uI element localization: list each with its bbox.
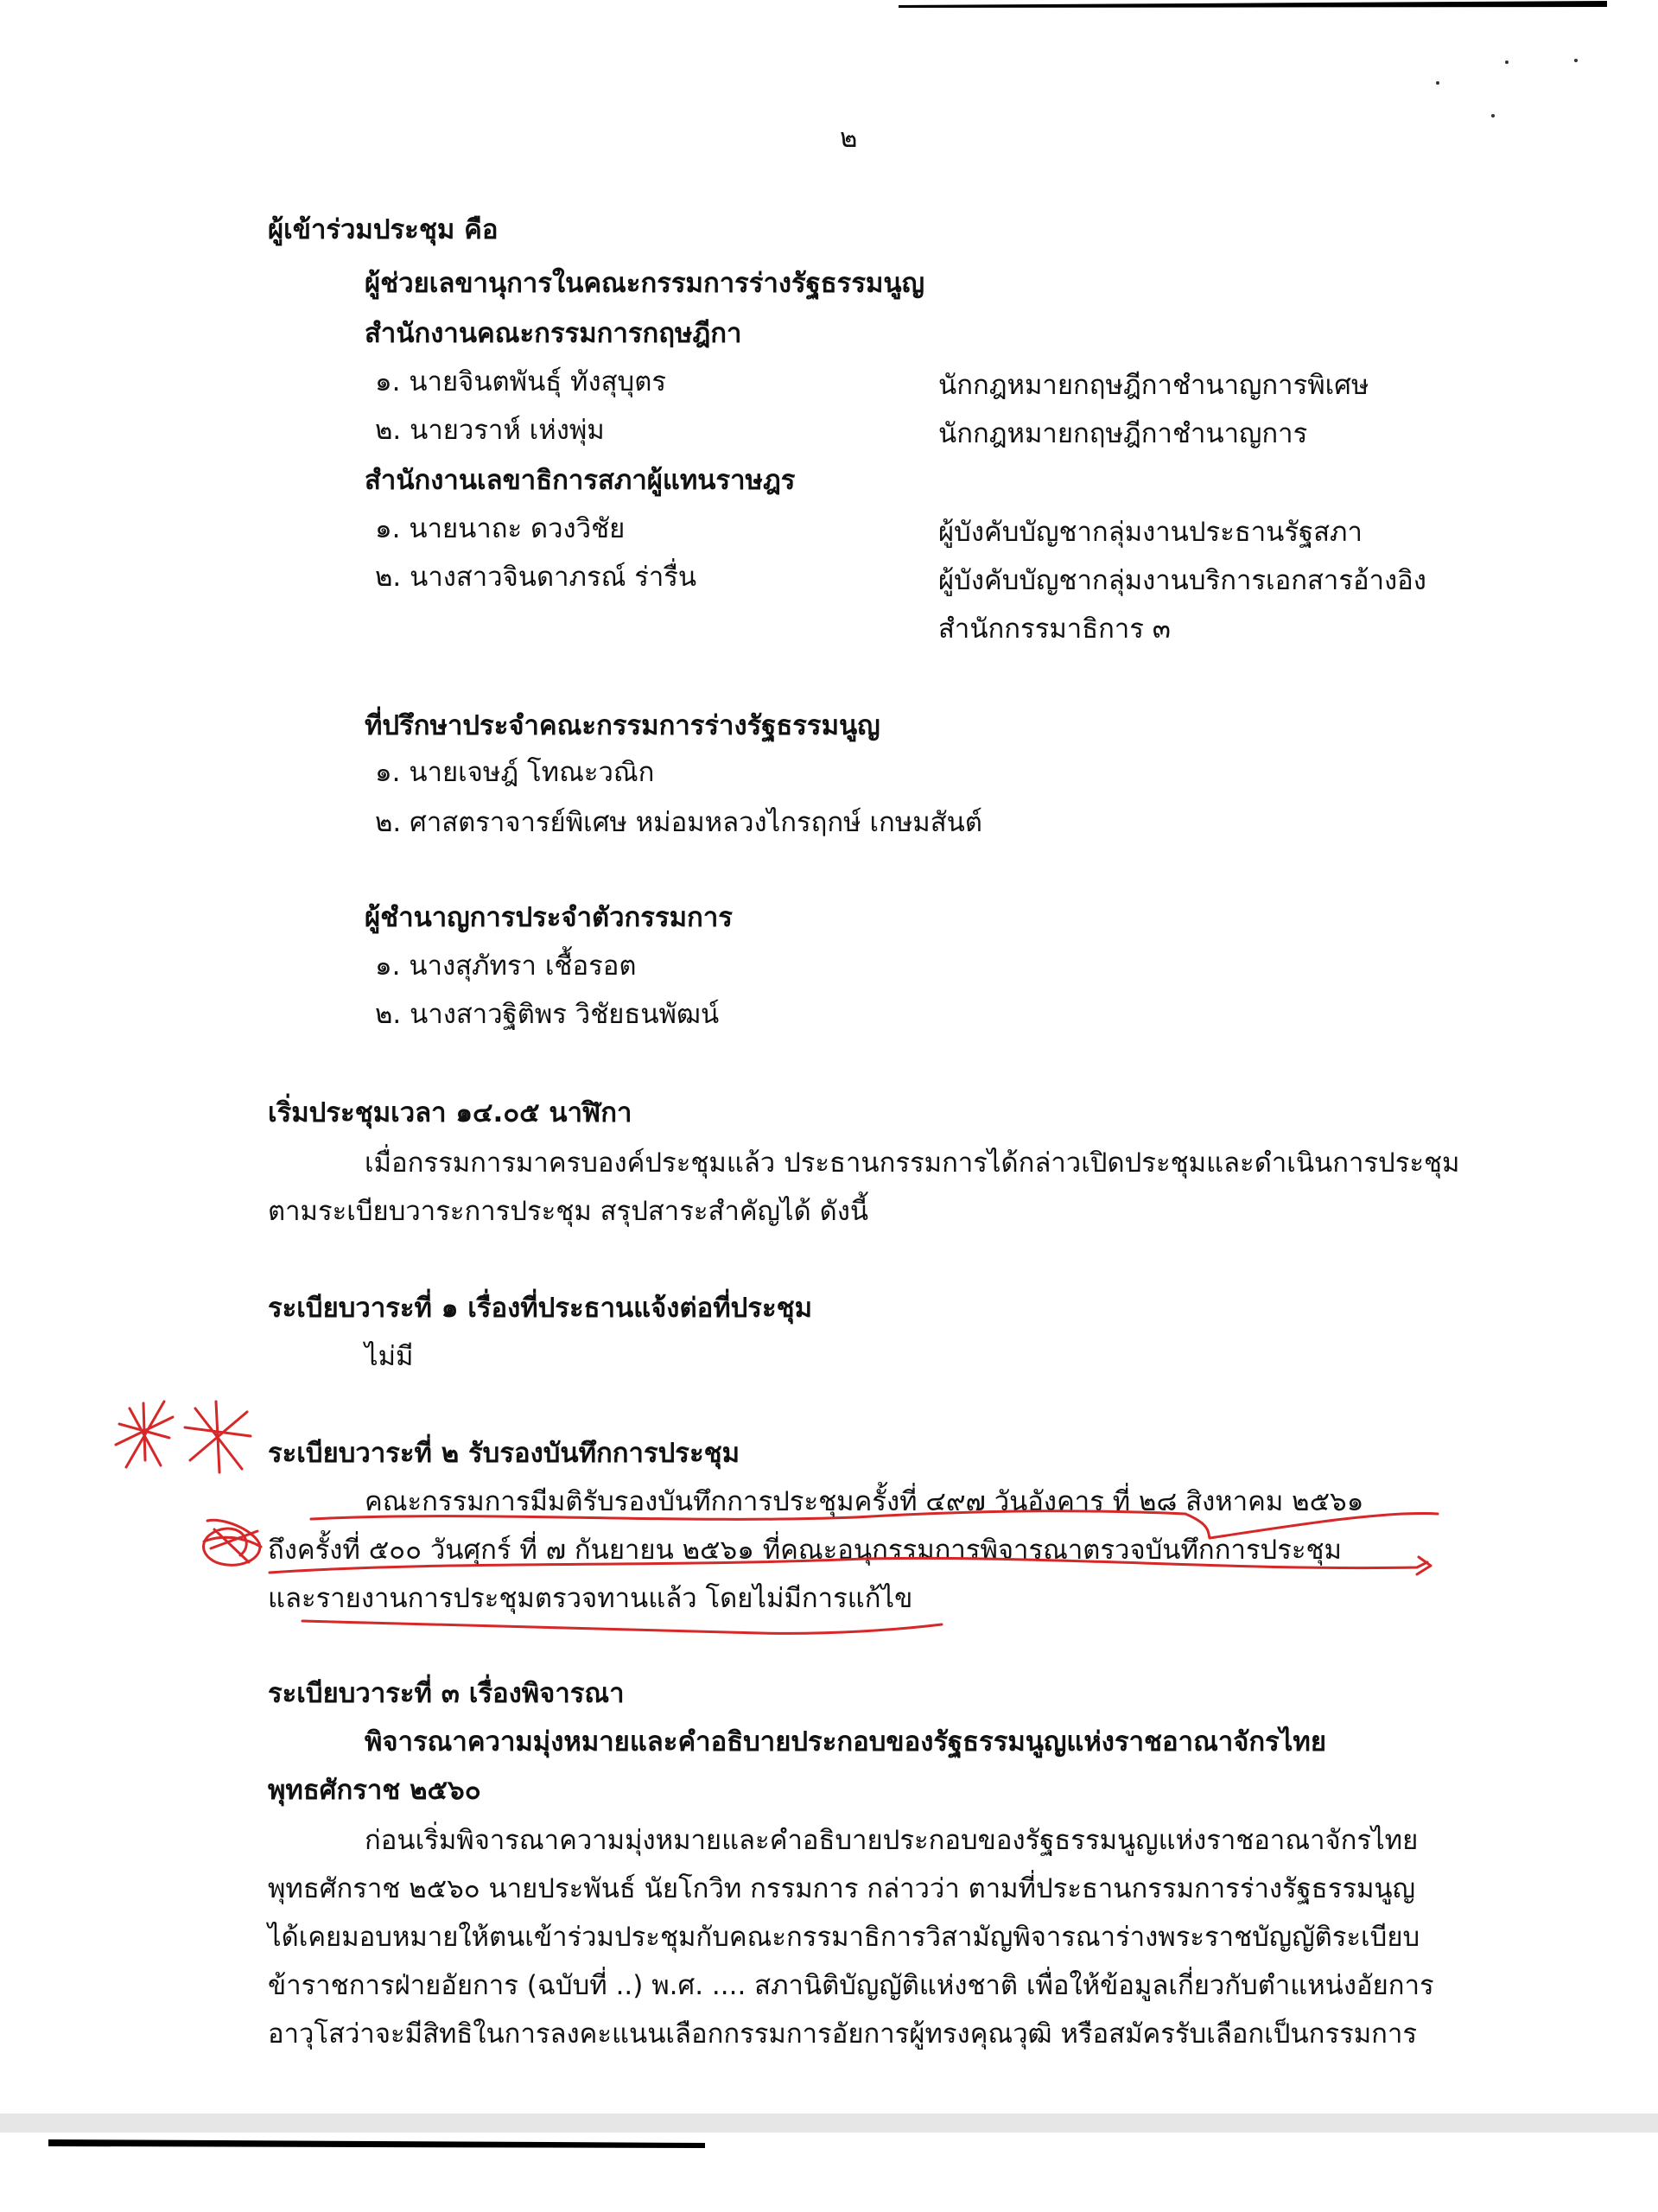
body-line: ได้เคยมอบหมายให้ตนเข้าร่วมประชุมกับคณะกรรมาธิการวิสามัญพิจารณาร่างพระราชบัญญัติระเบียบ	[268, 1922, 1420, 1953]
senate-office-heading: สำนักงานคณะกรรมการกฤษฎีกา	[365, 318, 742, 349]
body-line: ถึงครั้งที่ ๕๐๐ วันศุกร์ ที่ ๗ กันยายน ๒๕๖๑ ที่คณะอนุกรรมการพิจารณาตรวจบันทึกการประชุม	[268, 1535, 1342, 1566]
body-line: ข้าราชการฝ่ายอัยการ (ฉบับที่ ..) พ.ศ. .... สภานิติบัญญัติแห่งชาติ เพื่อให้ข้อมูลเกี่ยวกับตำแหน่งอัยการ	[268, 1970, 1434, 2001]
person-title: นักกฎหมายกฤษฎีกาชำนาญการพิเศษ	[938, 370, 1369, 401]
body-line: คณะกรรมการมีมติรับรองบันทึกการประชุมครั้งที่ ๔๙๗ วันอังคาร ที่ ๒๘ สิงหาคม ๒๕๖๑	[365, 1486, 1364, 1517]
person-name: ๒. นายวราห์ เห่งพุ่ม	[375, 415, 605, 446]
person-title-line2: สำนักกรรมาธิการ ๓	[938, 613, 1171, 645]
agenda3-heading: ระเบียบวาระที่ ๓ เรื่องพิจารณา	[268, 1678, 625, 1709]
person-name: ๒. นางสาวจินดาภรณ์ ร่ารื่น	[375, 562, 697, 593]
body-line: ก่อนเริ่มพิจารณาความมุ่งหมายและคำอธิบายประกอบของรัฐธรรมนูญแห่งราชอาณาจักรไทย	[365, 1825, 1419, 1856]
scan-speck	[1491, 114, 1495, 118]
advisor-name: ๑. นายเจษฎ์ โทณะวณิก	[375, 757, 655, 788]
person-title: นักกฎหมายกฤษฎีกาชำนาญการ	[938, 418, 1308, 449]
scan-speck	[1574, 59, 1578, 62]
body-line: พุทธศักราช ๒๕๖๐ นายประพันธ์ นัยโกวิท กรรมการ กล่าวว่า ตามที่ประธานกรรมการร่างรัฐธรรมนูญ	[268, 1873, 1416, 1904]
agenda3-subheading: พิจารณาความมุ่งหมายและคำอธิบายประกอบของรัฐธรรมนูญแห่งราชอาณาจักรไทย	[365, 1726, 1327, 1758]
body-line: เมื่อกรรมการมาครบองค์ประชุมแล้ว ประธานกรรมการได้กล่าวเปิดประชุมและดำเนินการประชุม	[365, 1147, 1460, 1179]
underline-mark	[302, 1621, 942, 1633]
secretaries-heading: ผู้ช่วยเลขานุการในคณะกรรมการร่างรัฐธรรมนูญ	[365, 268, 925, 299]
advisor-name: ๒. ศาสตราจารย์พิเศษ หม่อมหลวงไกรฤกษ์ เกษมสันต์	[375, 807, 982, 838]
start-heading: เริ่มประชุมเวลา ๑๔.๐๕ นาฬิกา	[268, 1097, 632, 1128]
star-mark	[116, 1402, 173, 1467]
person-title: ผู้บังคับบัญชากลุ่มงานบริการเอกสารอ้างอิง	[938, 565, 1426, 596]
scribble-mark	[204, 1520, 261, 1565]
advisors-heading: ที่ปรึกษาประจำคณะกรรมการร่างรัฐธรรมนูญ	[365, 710, 880, 741]
experts-heading: ผู้ชำนาญการประจำตัวกรรมการ	[365, 902, 733, 933]
attendees-heading: ผู้เข้าร่วมประชุม คือ	[268, 214, 499, 245]
star-mark	[185, 1402, 251, 1472]
agenda2-heading: ระเบียบวาระที่ ๒ รับรองบันทึกการประชุม	[268, 1438, 740, 1469]
agenda3-subheading: พุทธศักราช ๒๕๖๐	[268, 1775, 481, 1806]
person-name: ๑. นายนาถะ ดวงวิชัย	[375, 513, 626, 544]
next-page-edge	[0, 2133, 1658, 2212]
scan-speck	[1436, 81, 1439, 85]
body-line: และรายงานการประชุมตรวจทานแล้ว โดยไม่มีการแก้ไข	[268, 1583, 913, 1614]
person-name: ๑. นายจินตพันธุ์ ทังสุบุตร	[375, 366, 666, 397]
agenda1-heading: ระเบียบวาระที่ ๑ เรื่องที่ประธานแจ้งต่อที่ประชุม	[268, 1293, 813, 1324]
expert-name: ๑. นางสุภัทรา เชื้อรอต	[375, 950, 637, 982]
scan-speck	[1505, 60, 1509, 64]
agenda1-body: ไม่มี	[365, 1341, 414, 1372]
scan-edge-top	[899, 0, 1607, 8]
body-line: ตามระเบียบวาระการประชุม สรุปสาระสำคัญได้ ดังนี้	[268, 1196, 869, 1227]
scan-edge-bottom	[48, 2139, 705, 2148]
body-line: อาวุโสว่าจะมีสิทธิในการลงคะแนนเลือกกรรมการอัยการผู้ทรงคุณวุฒิ หรือสมัครรับเลือกเป็นกรรมการ	[268, 2018, 1418, 2050]
person-title: ผู้บังคับบัญชากลุ่มงานประธานรัฐสภา	[938, 517, 1363, 548]
house-office-heading: สำนักงานเลขาธิการสภาผู้แทนราษฎร	[365, 465, 796, 496]
page-number: ๒	[840, 123, 858, 154]
expert-name: ๒. นางสาวฐิติพร วิชัยธนพัฒน์	[375, 999, 720, 1030]
